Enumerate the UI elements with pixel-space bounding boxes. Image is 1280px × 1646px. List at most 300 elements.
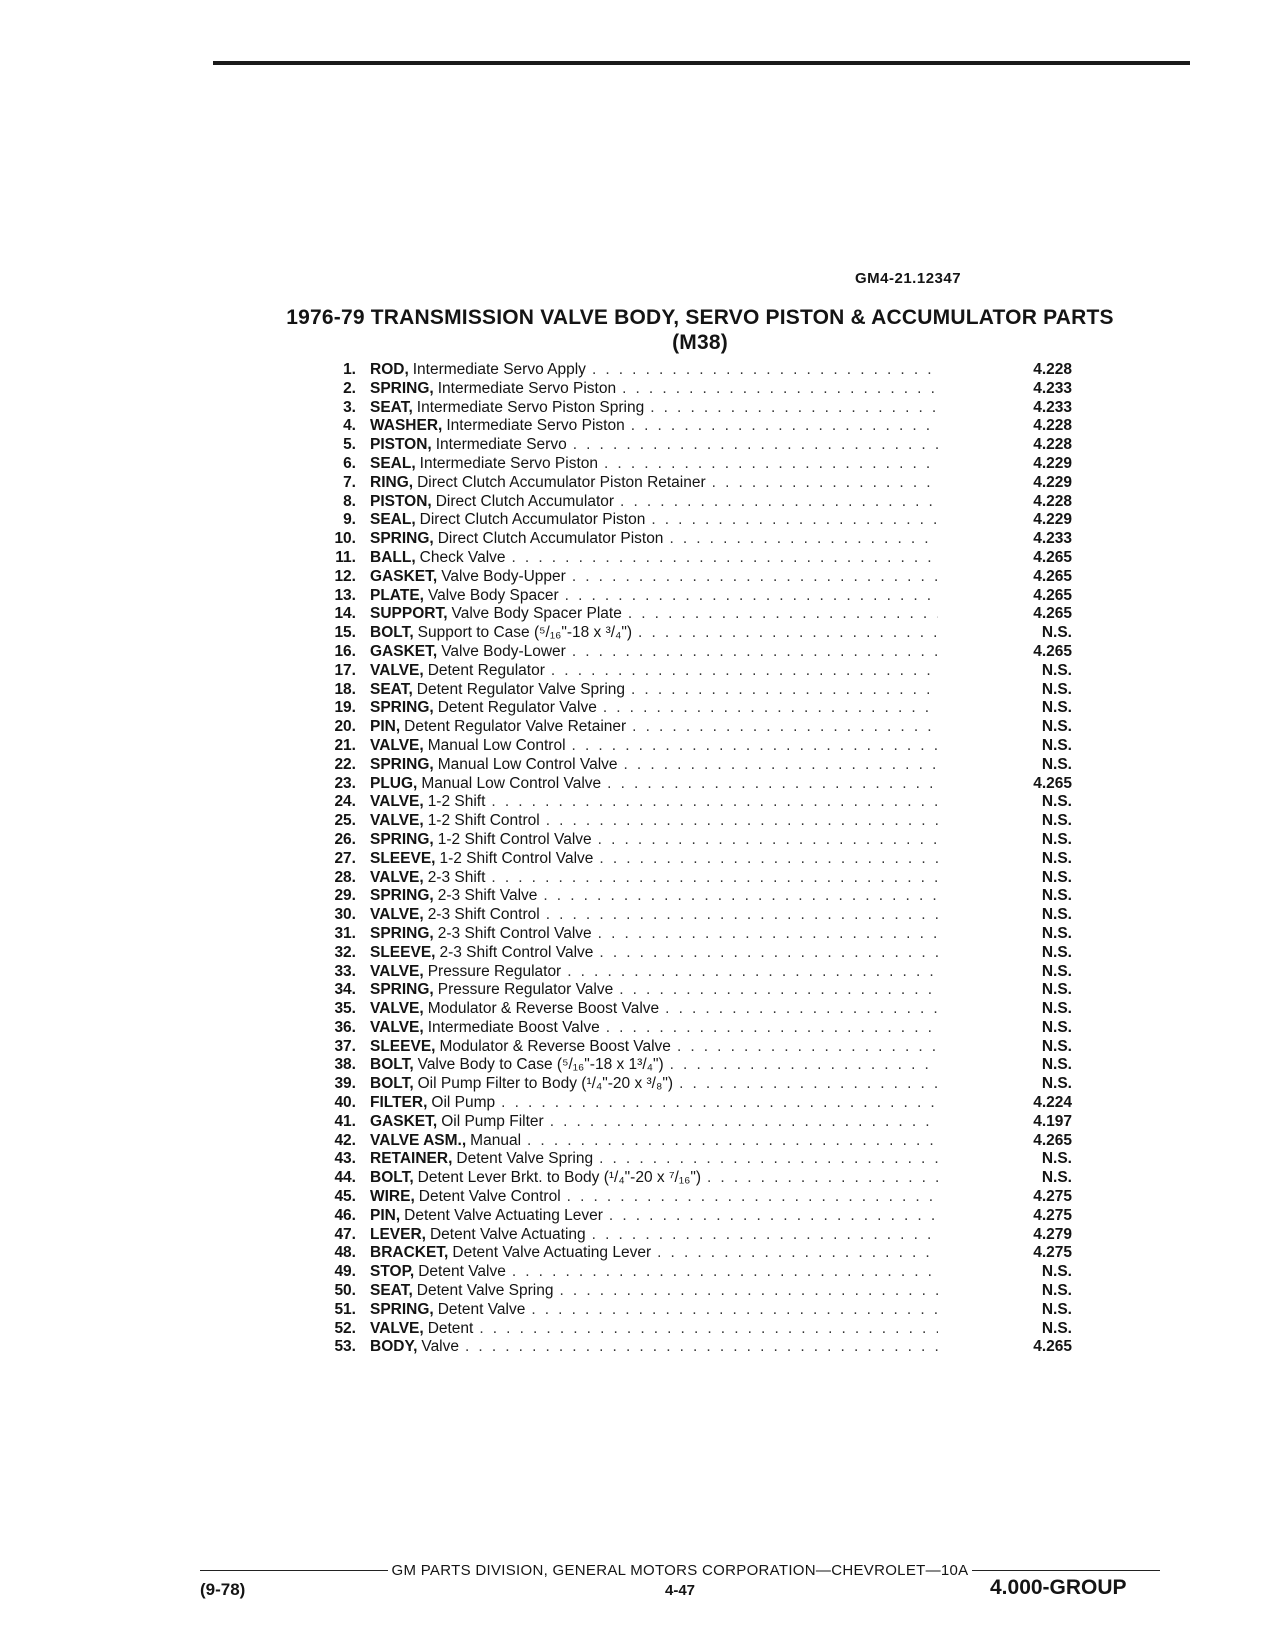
part-row — [300, 1282, 1072, 1301]
part-description: Valve Body to Case (⁵/₁₆"-18 x 1³/₄") — [417, 1056, 664, 1074]
dot-leader — [598, 925, 938, 944]
part-number: 32. — [334, 943, 356, 961]
part-group-ref: N.S. — [1041, 868, 1072, 886]
part-description: Detent Valve — [437, 1300, 526, 1318]
part-number: 19. — [334, 699, 356, 717]
part-row — [300, 850, 1072, 869]
part-name: GASKET, — [370, 642, 438, 660]
dot-leader — [609, 1207, 938, 1226]
part-description: Intermediate Servo Piston Spring — [416, 398, 645, 416]
part-row — [300, 793, 1072, 812]
part-name: VALVE, — [370, 1018, 424, 1036]
part-row — [300, 1188, 1072, 1207]
dot-leader — [546, 812, 938, 831]
part-group-ref: N.S. — [1041, 624, 1072, 642]
part-description: 1-2 Shift Control Valve — [439, 849, 594, 867]
part-row — [300, 1207, 1072, 1226]
part-description: Direct Clutch Accumulator Piston — [437, 530, 664, 548]
part-description: Intermediate Servo Apply — [412, 361, 586, 378]
part-number: 12. — [334, 567, 356, 585]
part-name: BOLT, — [370, 1169, 414, 1187]
part-number: 27. — [334, 849, 356, 867]
part-group-ref: N.S. — [1041, 887, 1072, 905]
part-description: Detent Valve Actuating — [429, 1225, 586, 1243]
part-description: Intermediate Servo Piston — [437, 379, 617, 397]
part-name: FILTER, — [370, 1094, 428, 1112]
part-group-ref: N.S. — [1041, 699, 1072, 717]
part-description: Direct Clutch Accumulator Piston — [419, 511, 646, 529]
part-group-ref: 4.265 — [1033, 774, 1072, 792]
part-number: 46. — [334, 1206, 356, 1224]
part-description: Direct Clutch Accumulator — [435, 492, 615, 510]
part-row — [300, 474, 1072, 493]
part-description: Valve Body-Upper — [441, 567, 566, 585]
part-name: SEAT, — [370, 1282, 413, 1300]
dot-leader — [607, 775, 938, 794]
part-group-ref: N.S. — [1041, 1282, 1072, 1300]
part-group-ref: N.S. — [1041, 680, 1072, 698]
part-number: 47. — [334, 1225, 356, 1243]
part-row — [300, 981, 1072, 1000]
part-name: PISTON, — [370, 436, 432, 454]
part-row — [300, 1263, 1072, 1282]
part-group-ref: 4.229 — [1033, 511, 1072, 529]
part-name: SLEEVE, — [370, 943, 436, 961]
dot-leader — [546, 906, 938, 925]
part-group-ref: N.S. — [1041, 718, 1072, 736]
part-number: 4. — [343, 417, 356, 435]
part-row — [300, 1113, 1072, 1132]
part-number: 39. — [334, 1075, 356, 1093]
dot-leader — [624, 756, 938, 775]
part-name: PIN, — [370, 1206, 401, 1224]
part-group-ref: N.S. — [1041, 793, 1072, 811]
part-number: 22. — [334, 755, 356, 773]
part-row — [300, 906, 1072, 925]
part-row — [300, 869, 1072, 888]
parts-list — [300, 361, 1072, 1357]
part-row — [300, 681, 1072, 700]
part-group-ref: N.S. — [1041, 736, 1072, 754]
top-rule — [213, 61, 1190, 65]
part-description: 1-2 Shift — [427, 793, 486, 811]
part-description: 1-2 Shift Control — [427, 812, 540, 830]
part-group-ref: 4.265 — [1033, 548, 1072, 566]
page-subtitle: (M38) — [672, 331, 728, 354]
part-name: BOLT, — [370, 624, 414, 642]
part-group-ref: 4.229 — [1033, 473, 1072, 491]
part-number: 10. — [334, 530, 356, 548]
part-description: Oil Pump Filter — [441, 1112, 544, 1130]
dot-leader — [573, 436, 938, 455]
document-code: GM4-21.12347 — [855, 270, 962, 287]
part-description: 2-3 Shift — [427, 868, 486, 886]
part-number: 24. — [334, 793, 356, 811]
part-row — [300, 1169, 1072, 1188]
dot-leader — [512, 1263, 938, 1282]
part-number: 25. — [334, 812, 356, 830]
part-description: Intermediate Servo — [435, 436, 567, 454]
part-row — [300, 1038, 1072, 1057]
dot-leader — [551, 662, 938, 681]
part-description: Detent Valve Actuating Lever — [404, 1206, 603, 1224]
part-row — [300, 455, 1072, 474]
part-name: SPRING, — [370, 379, 434, 397]
dot-leader — [631, 417, 938, 436]
part-group-ref: N.S. — [1041, 1075, 1072, 1093]
part-number: 26. — [334, 830, 356, 848]
part-name: VALVE, — [370, 1000, 424, 1018]
dot-leader — [479, 1320, 938, 1339]
part-number: 7. — [343, 473, 356, 491]
part-description: 2-3 Shift Control Valve — [439, 943, 594, 961]
part-name: RING, — [370, 473, 414, 491]
part-description: Modulator & Reverse Boost Valve — [427, 1000, 660, 1018]
part-row — [300, 511, 1072, 530]
dot-leader — [599, 944, 938, 963]
part-name: GASKET, — [370, 567, 438, 585]
part-group-ref: 4.265 — [1033, 642, 1072, 660]
part-name: SPRING, — [370, 1300, 434, 1318]
part-description: Detent Valve Spring — [416, 1282, 554, 1300]
part-description: Valve — [421, 1338, 459, 1356]
part-name: SPRING, — [370, 830, 434, 848]
part-description: 2-3 Shift Control — [427, 906, 540, 924]
part-description: Pressure Regulator — [427, 962, 562, 980]
dot-leader — [491, 869, 938, 888]
part-description: Manual Low Control Valve — [437, 755, 618, 773]
part-number: 53. — [334, 1338, 356, 1356]
part-group-ref: N.S. — [1041, 1263, 1072, 1281]
dot-leader — [598, 831, 938, 850]
part-description: Detent Lever Brkt. to Body (¹/₄"-20 x ⁷/₁₆") — [417, 1169, 701, 1187]
part-number: 15. — [334, 624, 356, 642]
part-number: 41. — [334, 1112, 356, 1130]
dot-leader — [572, 643, 938, 662]
part-row — [300, 399, 1072, 418]
part-row — [300, 549, 1072, 568]
part-group-ref: 4.275 — [1033, 1188, 1072, 1206]
part-group-ref: N.S. — [1041, 812, 1072, 830]
dot-leader — [567, 1188, 938, 1207]
part-number: 29. — [334, 887, 356, 905]
part-row — [300, 530, 1072, 549]
part-row — [300, 887, 1072, 906]
part-number: 8. — [343, 492, 356, 510]
part-number: 2. — [343, 379, 356, 397]
part-name: RETAINER, — [370, 1150, 453, 1168]
part-number: 18. — [334, 680, 356, 698]
dot-leader — [631, 681, 938, 700]
dot-leader — [650, 399, 938, 418]
part-row — [300, 699, 1072, 718]
part-description: Detent Regulator Valve Spring — [416, 680, 626, 698]
part-row — [300, 568, 1072, 587]
part-number: 14. — [334, 605, 356, 623]
part-number: 30. — [334, 906, 356, 924]
part-group-ref: N.S. — [1041, 1319, 1072, 1337]
dot-leader — [604, 455, 938, 474]
part-row — [300, 1320, 1072, 1339]
part-name: WASHER, — [370, 417, 443, 435]
part-name: VALVE ASM., — [370, 1131, 467, 1149]
part-number: 40. — [334, 1094, 356, 1112]
part-row — [300, 737, 1072, 756]
dot-leader — [592, 1226, 938, 1245]
part-number: 5. — [343, 436, 356, 454]
dot-leader — [665, 1000, 938, 1019]
part-name: VALVE, — [370, 812, 424, 830]
part-group-ref: 4.275 — [1033, 1206, 1072, 1224]
part-row — [300, 1019, 1072, 1038]
dot-leader — [543, 887, 938, 906]
part-row — [300, 775, 1072, 794]
part-row — [300, 587, 1072, 606]
part-row — [300, 1226, 1072, 1245]
dot-leader — [620, 493, 938, 512]
part-number: 1. — [343, 361, 356, 378]
part-row — [300, 1075, 1072, 1094]
part-description: Intermediate Servo Piston — [419, 454, 598, 472]
part-group-ref: 4.233 — [1033, 530, 1072, 548]
part-row — [300, 944, 1072, 963]
part-group-ref: N.S. — [1041, 1018, 1072, 1036]
part-row — [300, 1094, 1072, 1113]
part-number: 42. — [334, 1131, 356, 1149]
dot-leader — [632, 718, 938, 737]
part-name: SLEEVE, — [370, 849, 436, 867]
part-name: VALVE, — [370, 906, 424, 924]
part-name: STOP, — [370, 1263, 415, 1281]
part-row — [300, 1301, 1072, 1320]
part-number: 44. — [334, 1169, 356, 1187]
dot-leader — [572, 568, 938, 587]
footer-group: 4.000-GROUP — [990, 1576, 1127, 1599]
part-name: SEAL, — [370, 511, 416, 529]
part-row — [300, 1000, 1072, 1019]
part-description: Valve Body Spacer Plate — [451, 605, 622, 623]
dot-leader — [592, 361, 938, 380]
part-number: 34. — [334, 981, 356, 999]
part-row — [300, 493, 1072, 512]
part-group-ref: 4.197 — [1033, 1112, 1072, 1130]
part-number: 13. — [334, 586, 356, 604]
part-group-ref: 4.265 — [1033, 1338, 1072, 1356]
part-number: 50. — [334, 1282, 356, 1300]
dot-leader — [622, 380, 938, 399]
part-number: 52. — [334, 1319, 356, 1337]
part-description: Intermediate Boost Valve — [427, 1018, 600, 1036]
dot-leader — [657, 1244, 938, 1263]
dot-leader — [651, 511, 938, 530]
part-number: 23. — [334, 774, 356, 792]
part-description: Manual — [470, 1131, 522, 1149]
dot-leader — [560, 1282, 939, 1301]
part-row — [300, 361, 1072, 380]
part-row — [300, 605, 1072, 624]
part-description: Manual Low Control — [427, 736, 566, 754]
part-row — [300, 1338, 1072, 1357]
part-description: Detent Valve Spring — [456, 1150, 594, 1168]
dot-leader — [707, 1169, 938, 1188]
part-name: SPRING, — [370, 755, 434, 773]
part-row — [300, 756, 1072, 775]
part-description: Check Valve — [419, 548, 506, 566]
page-title: 1976-79 TRANSMISSION VALVE BODY, SERVO PISTON & ACCUMULATOR PARTS — [286, 306, 1114, 329]
part-description: 2-3 Shift Valve — [437, 887, 538, 905]
part-description: Detent Valve — [418, 1263, 506, 1281]
part-row — [300, 417, 1072, 436]
footer-rule-right — [972, 1570, 1160, 1571]
dot-leader — [603, 699, 938, 718]
part-group-ref: N.S. — [1041, 943, 1072, 961]
part-name: PIN, — [370, 718, 401, 736]
part-name: VALVE, — [370, 736, 424, 754]
part-name: SPRING, — [370, 981, 434, 999]
part-name: ROD, — [370, 361, 409, 378]
part-group-ref: 4.228 — [1033, 492, 1072, 510]
part-description: Oil Pump — [431, 1094, 496, 1112]
part-row — [300, 643, 1072, 662]
dot-leader — [567, 963, 938, 982]
part-name: SPRING, — [370, 924, 434, 942]
part-name: VALVE, — [370, 793, 424, 811]
part-name: SLEEVE, — [370, 1037, 436, 1055]
part-group-ref: 4.265 — [1033, 586, 1072, 604]
part-group-ref: N.S. — [1041, 1056, 1072, 1074]
part-group-ref: N.S. — [1041, 661, 1072, 679]
footer-division: GM PARTS DIVISION, GENERAL MOTORS CORPORATION—CHEVROLET—10A — [391, 1562, 969, 1579]
part-group-ref: N.S. — [1041, 1037, 1072, 1055]
part-row — [300, 718, 1072, 737]
part-number: 17. — [334, 661, 356, 679]
dot-leader — [606, 1019, 938, 1038]
part-number: 11. — [335, 548, 356, 566]
dot-leader — [491, 793, 938, 812]
part-name: LEVER, — [370, 1225, 426, 1243]
dot-leader — [572, 737, 938, 756]
part-description: Detent Regulator Valve Retainer — [404, 718, 627, 736]
part-number: 43. — [334, 1150, 356, 1168]
part-description: 1-2 Shift Control Valve — [437, 830, 592, 848]
part-name: SPRING, — [370, 887, 434, 905]
part-number: 3. — [343, 398, 356, 416]
part-description: Intermediate Servo Piston — [446, 417, 625, 435]
part-description: Detent — [427, 1319, 474, 1337]
part-group-ref: 4.228 — [1033, 417, 1072, 435]
dot-leader — [679, 1075, 938, 1094]
part-row — [300, 1150, 1072, 1169]
part-group-ref: 4.275 — [1033, 1244, 1072, 1262]
part-name: PLATE, — [370, 586, 424, 604]
part-description: Detent Valve Actuating Lever — [452, 1244, 652, 1262]
dot-leader — [501, 1094, 938, 1113]
part-row — [300, 1244, 1072, 1263]
part-name: GASKET, — [370, 1112, 438, 1130]
part-name: WIRE, — [370, 1188, 415, 1206]
part-number: 38. — [334, 1056, 356, 1074]
part-group-ref: 4.224 — [1033, 1094, 1072, 1112]
part-number: 31. — [334, 924, 356, 942]
part-row — [300, 831, 1072, 850]
part-number: 9. — [343, 511, 356, 529]
footer-date: (9-78) — [200, 1580, 246, 1599]
part-name: VALVE, — [370, 1319, 424, 1337]
part-group-ref: 4.228 — [1033, 436, 1072, 454]
part-group-ref: 4.228 — [1033, 361, 1072, 378]
part-name: VALVE, — [370, 962, 424, 980]
part-number: 51. — [334, 1300, 356, 1318]
part-row — [300, 662, 1072, 681]
part-row — [300, 963, 1072, 982]
part-number: 21. — [334, 736, 356, 754]
part-name: SEAL, — [370, 454, 416, 472]
part-name: VALVE, — [370, 868, 424, 886]
dot-leader — [712, 474, 938, 493]
part-group-ref: N.S. — [1041, 1000, 1072, 1018]
part-name: BALL, — [370, 548, 416, 566]
dot-leader — [677, 1038, 938, 1057]
part-name: SPRING, — [370, 699, 434, 717]
dot-leader — [628, 605, 938, 624]
dot-leader — [619, 981, 938, 1000]
part-row — [300, 380, 1072, 399]
part-description: Modulator & Reverse Boost Valve — [439, 1037, 671, 1055]
part-name: BODY, — [370, 1338, 418, 1356]
part-group-ref: 4.233 — [1033, 398, 1072, 416]
part-description: Pressure Regulator Valve — [437, 981, 614, 999]
part-group-ref: 4.233 — [1033, 379, 1072, 397]
part-description: Direct Clutch Accumulator Piston Retainer — [417, 473, 706, 491]
part-group-ref: N.S. — [1041, 1169, 1072, 1187]
dot-leader — [465, 1338, 938, 1357]
part-group-ref: 4.229 — [1033, 454, 1072, 472]
part-row — [300, 1056, 1072, 1075]
part-group-ref: 4.265 — [1033, 567, 1072, 585]
part-number: 35. — [334, 1000, 356, 1018]
footer-rule-left — [200, 1570, 388, 1571]
part-name: BOLT, — [370, 1075, 414, 1093]
part-description: Detent Valve Control — [418, 1188, 561, 1206]
part-row — [300, 1132, 1072, 1151]
part-description: Manual Low Control Valve — [421, 774, 602, 792]
dot-leader — [531, 1301, 938, 1320]
part-name: SEAT, — [370, 398, 413, 416]
part-group-ref: N.S. — [1041, 830, 1072, 848]
part-row — [300, 624, 1072, 643]
dot-leader — [550, 1113, 938, 1132]
part-description: Support to Case (⁵/₁₆"-18 x ³/₄") — [417, 624, 633, 642]
part-group-ref: N.S. — [1041, 1300, 1072, 1318]
part-name: VALVE, — [370, 661, 424, 679]
part-number: 48. — [334, 1244, 356, 1262]
part-name: SUPPORT, — [370, 605, 448, 623]
part-group-ref: N.S. — [1041, 924, 1072, 942]
dot-leader — [512, 549, 938, 568]
part-group-ref: N.S. — [1041, 962, 1072, 980]
part-number: 6. — [343, 454, 356, 472]
part-group-ref: 4.265 — [1033, 605, 1072, 623]
part-name: SPRING, — [370, 530, 434, 548]
dot-leader — [638, 624, 938, 643]
dot-leader — [669, 530, 938, 549]
part-group-ref: N.S. — [1041, 755, 1072, 773]
part-name: BOLT, — [370, 1056, 414, 1074]
part-description: Valve Body-Lower — [441, 642, 566, 660]
part-number: 20. — [334, 718, 356, 736]
part-number: 16. — [334, 642, 356, 660]
part-group-ref: 4.265 — [1033, 1131, 1072, 1149]
